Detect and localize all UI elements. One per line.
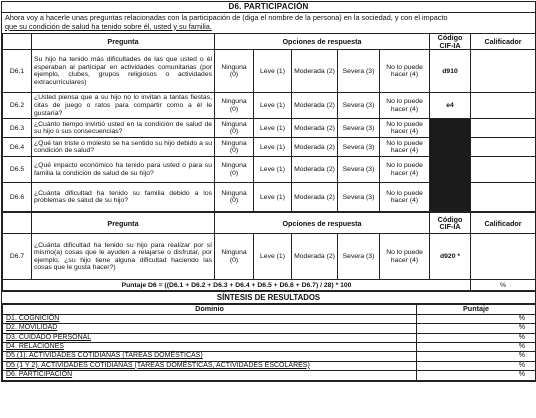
- score-formula: Puntaje D6 = ((D6.1 + D6.2 + D6.3 + D6.4 + D6.5 + D6.6 + D6.7) / 28) * 100: [3, 280, 471, 291]
- intro-line-1: Ahora voy a hacerle unas preguntas relacionadas con la participación de (diga el nombre de la persona) en la sociedad, y con el impacto: [5, 13, 448, 22]
- summary-domain: D5 (1). ACTIVIDADES COTIDIANAS (TAREAS DOMÉSTICAS): [3, 352, 417, 361]
- rater-cell[interactable]: [471, 93, 536, 119]
- option-moderate[interactable]: Moderada (2): [292, 50, 338, 93]
- option-moderate[interactable]: Moderada (2): [292, 234, 338, 280]
- summary-table: [2, 304, 536, 380]
- summary-row: [3, 352, 536, 361]
- option-cannot[interactable]: No lo puede hacer (4): [380, 93, 430, 119]
- section-title: D6. PARTICIPACIÓN: [2, 2, 535, 13]
- option-moderate[interactable]: Moderada (2): [292, 183, 338, 212]
- option-moderate[interactable]: Moderada (2): [292, 157, 338, 183]
- option-mild[interactable]: Leve (1): [254, 138, 292, 157]
- summary-score[interactable]: %: [417, 361, 536, 370]
- option-severe[interactable]: Severa (3): [338, 157, 380, 183]
- question-text: ¿Cuánto tiempo invirtió usted en la condición de salud de su hijo o sus consecuencias?: [32, 119, 215, 138]
- rater-cell[interactable]: [471, 50, 536, 93]
- cif-code: d910: [430, 50, 471, 93]
- score-row: [3, 280, 536, 291]
- summary-domain: D5 (1 Y 2). ACTIVIDADES COTIDIANAS (TAREAS DOMÉSTICAS, ACTIVIDADES ESCOLARES): [3, 361, 417, 370]
- score-percent[interactable]: %: [471, 280, 536, 291]
- summary-col-score: Puntaje: [417, 305, 536, 314]
- option-moderate[interactable]: Moderada (2): [292, 93, 338, 119]
- option-severe[interactable]: Severa (3): [338, 93, 380, 119]
- summary-domain: D4. RELACIONES: [3, 343, 417, 352]
- question-row: [3, 119, 536, 138]
- summary-title: SÍNTESIS DE RESULTADOS: [2, 291, 535, 304]
- summary-domain: D3. CUIDADO PERSONAL: [3, 333, 417, 342]
- questions-table-2: [2, 212, 536, 291]
- rater-cell[interactable]: [471, 234, 536, 280]
- option-severe[interactable]: Severa (3): [338, 183, 380, 212]
- option-none[interactable]: Ninguna (0): [215, 93, 254, 119]
- summary-row: [3, 314, 536, 323]
- question-text: ¿Qué impacto económico ha tenido para usted o para su familia la condición de salud de su hijo?: [32, 157, 215, 183]
- option-mild[interactable]: Leve (1): [254, 50, 292, 93]
- question-id: D6.5: [3, 157, 32, 183]
- questions-table: [2, 33, 536, 212]
- option-cannot[interactable]: No lo puede hacer (4): [380, 183, 430, 212]
- option-none[interactable]: Ninguna (0): [215, 183, 254, 212]
- option-mild[interactable]: Leve (1): [254, 93, 292, 119]
- option-severe[interactable]: Severa (3): [338, 138, 380, 157]
- question-row: [3, 50, 536, 93]
- rater-cell[interactable]: [471, 183, 536, 212]
- header2-options: Opciones de respuesta: [215, 213, 430, 234]
- summary-score[interactable]: %: [417, 371, 536, 380]
- summary-col-domain: Dominio: [3, 305, 417, 314]
- question-id: D6.6: [3, 183, 32, 212]
- summary-score[interactable]: %: [417, 314, 536, 323]
- option-moderate[interactable]: Moderada (2): [292, 119, 338, 138]
- option-severe[interactable]: Severa (3): [338, 119, 380, 138]
- summary-row: [3, 324, 536, 333]
- option-none[interactable]: Ninguna (0): [215, 119, 254, 138]
- option-cannot[interactable]: No lo puede hacer (4): [380, 138, 430, 157]
- option-mild[interactable]: Leve (1): [254, 234, 292, 280]
- option-cannot[interactable]: No lo puede hacer (4): [380, 234, 430, 280]
- header-question: Pregunta: [32, 34, 215, 50]
- header2-rater: Calificador: [471, 213, 536, 234]
- option-cannot[interactable]: No lo puede hacer (4): [380, 50, 430, 93]
- summary-row: [3, 333, 536, 342]
- rater-cell[interactable]: [471, 119, 536, 138]
- option-mild[interactable]: Leve (1): [254, 119, 292, 138]
- summary-header-row: [3, 305, 536, 314]
- option-none[interactable]: Ninguna (0): [215, 138, 254, 157]
- header-rater: Calificador: [471, 34, 536, 50]
- summary-row: [3, 361, 536, 370]
- header2-empty: [3, 213, 32, 234]
- option-none[interactable]: Ninguna (0): [215, 234, 254, 280]
- intro-line-2: que su condición de salud ha tenido sobre él, usted y su familia.: [5, 21, 212, 31]
- summary-domain: D1. COGNICIÓN: [3, 314, 417, 323]
- rater-cell[interactable]: [471, 157, 536, 183]
- question-id: D6.3: [3, 119, 32, 138]
- option-mild[interactable]: Leve (1): [254, 183, 292, 212]
- option-moderate[interactable]: Moderada (2): [292, 138, 338, 157]
- question-text: ¿Cuánta dificultad ha tenido su hijo para realizar por sí mismo(a) cosas que le ayuden a relajarse o disfrutar, por ejemplo, ¿su hijo tiene alguna dificultad haciendo las cosas que le gusta hacer?): [32, 234, 215, 280]
- header2-question: Pregunta: [32, 213, 215, 234]
- summary-score[interactable]: %: [417, 352, 536, 361]
- summary-domain: D2. MOVILIDAD: [3, 324, 417, 333]
- section-intro: [2, 13, 535, 33]
- cif-code: e4: [430, 93, 471, 119]
- rater-cell[interactable]: [471, 138, 536, 157]
- option-mild[interactable]: Leve (1): [254, 157, 292, 183]
- summary-row: [3, 343, 536, 352]
- summary-score[interactable]: %: [417, 343, 536, 352]
- question-id: D6.1: [3, 50, 32, 93]
- summary-row: [3, 371, 536, 380]
- question-row: [3, 93, 536, 119]
- header2-code: Código CIF-IA: [430, 213, 471, 234]
- summary-domain: D6. PARTICIPACIÓN: [3, 371, 417, 380]
- table-header-row: [3, 34, 536, 50]
- option-cannot[interactable]: No lo puede hacer (4): [380, 119, 430, 138]
- question-id: D6.2: [3, 93, 32, 119]
- option-severe[interactable]: Severa (3): [338, 234, 380, 280]
- question-text: Su hijo ha tenido más dificultades de las que usted o él esperaban al participar en actividades comunitarias (por ejemplo, clubes, grupos religiosos o actividades extracurriculares): [32, 50, 215, 93]
- option-severe[interactable]: Severa (3): [338, 50, 380, 93]
- option-none[interactable]: Ninguna (0): [215, 157, 254, 183]
- table-header-row-2: [3, 213, 536, 234]
- star-mark: *: [457, 253, 461, 261]
- question-row-d6-7: [3, 234, 536, 280]
- summary-score[interactable]: %: [417, 324, 536, 333]
- option-cannot[interactable]: No lo puede hacer (4): [380, 157, 430, 183]
- question-text: ¿Cuánta dificultad ha tenido su familia debido a los problemas de salud de su hijo?: [32, 183, 215, 212]
- summary-score[interactable]: %: [417, 333, 536, 342]
- question-text: ¿Usted piensa que a su hijo no lo invitan a tantas fiestas, citas de juego o ratos para compartir como a él le gustaría?: [32, 93, 215, 119]
- header-options: Opciones de respuesta: [215, 34, 430, 50]
- option-none[interactable]: Ninguna (0): [215, 50, 254, 93]
- question-id: D6.4: [3, 138, 32, 157]
- participation-section: [1, 1, 536, 382]
- question-text: ¿Qué tan triste o molesto se ha sentido su hijo debido a su condición de salud?: [32, 138, 215, 157]
- cif-code: d920 *: [430, 234, 471, 280]
- header-empty: [3, 34, 32, 50]
- question-id: D6.7: [3, 234, 32, 280]
- header-code: Código CIF-IA: [430, 34, 471, 50]
- blocked-code-cell: [430, 119, 471, 212]
